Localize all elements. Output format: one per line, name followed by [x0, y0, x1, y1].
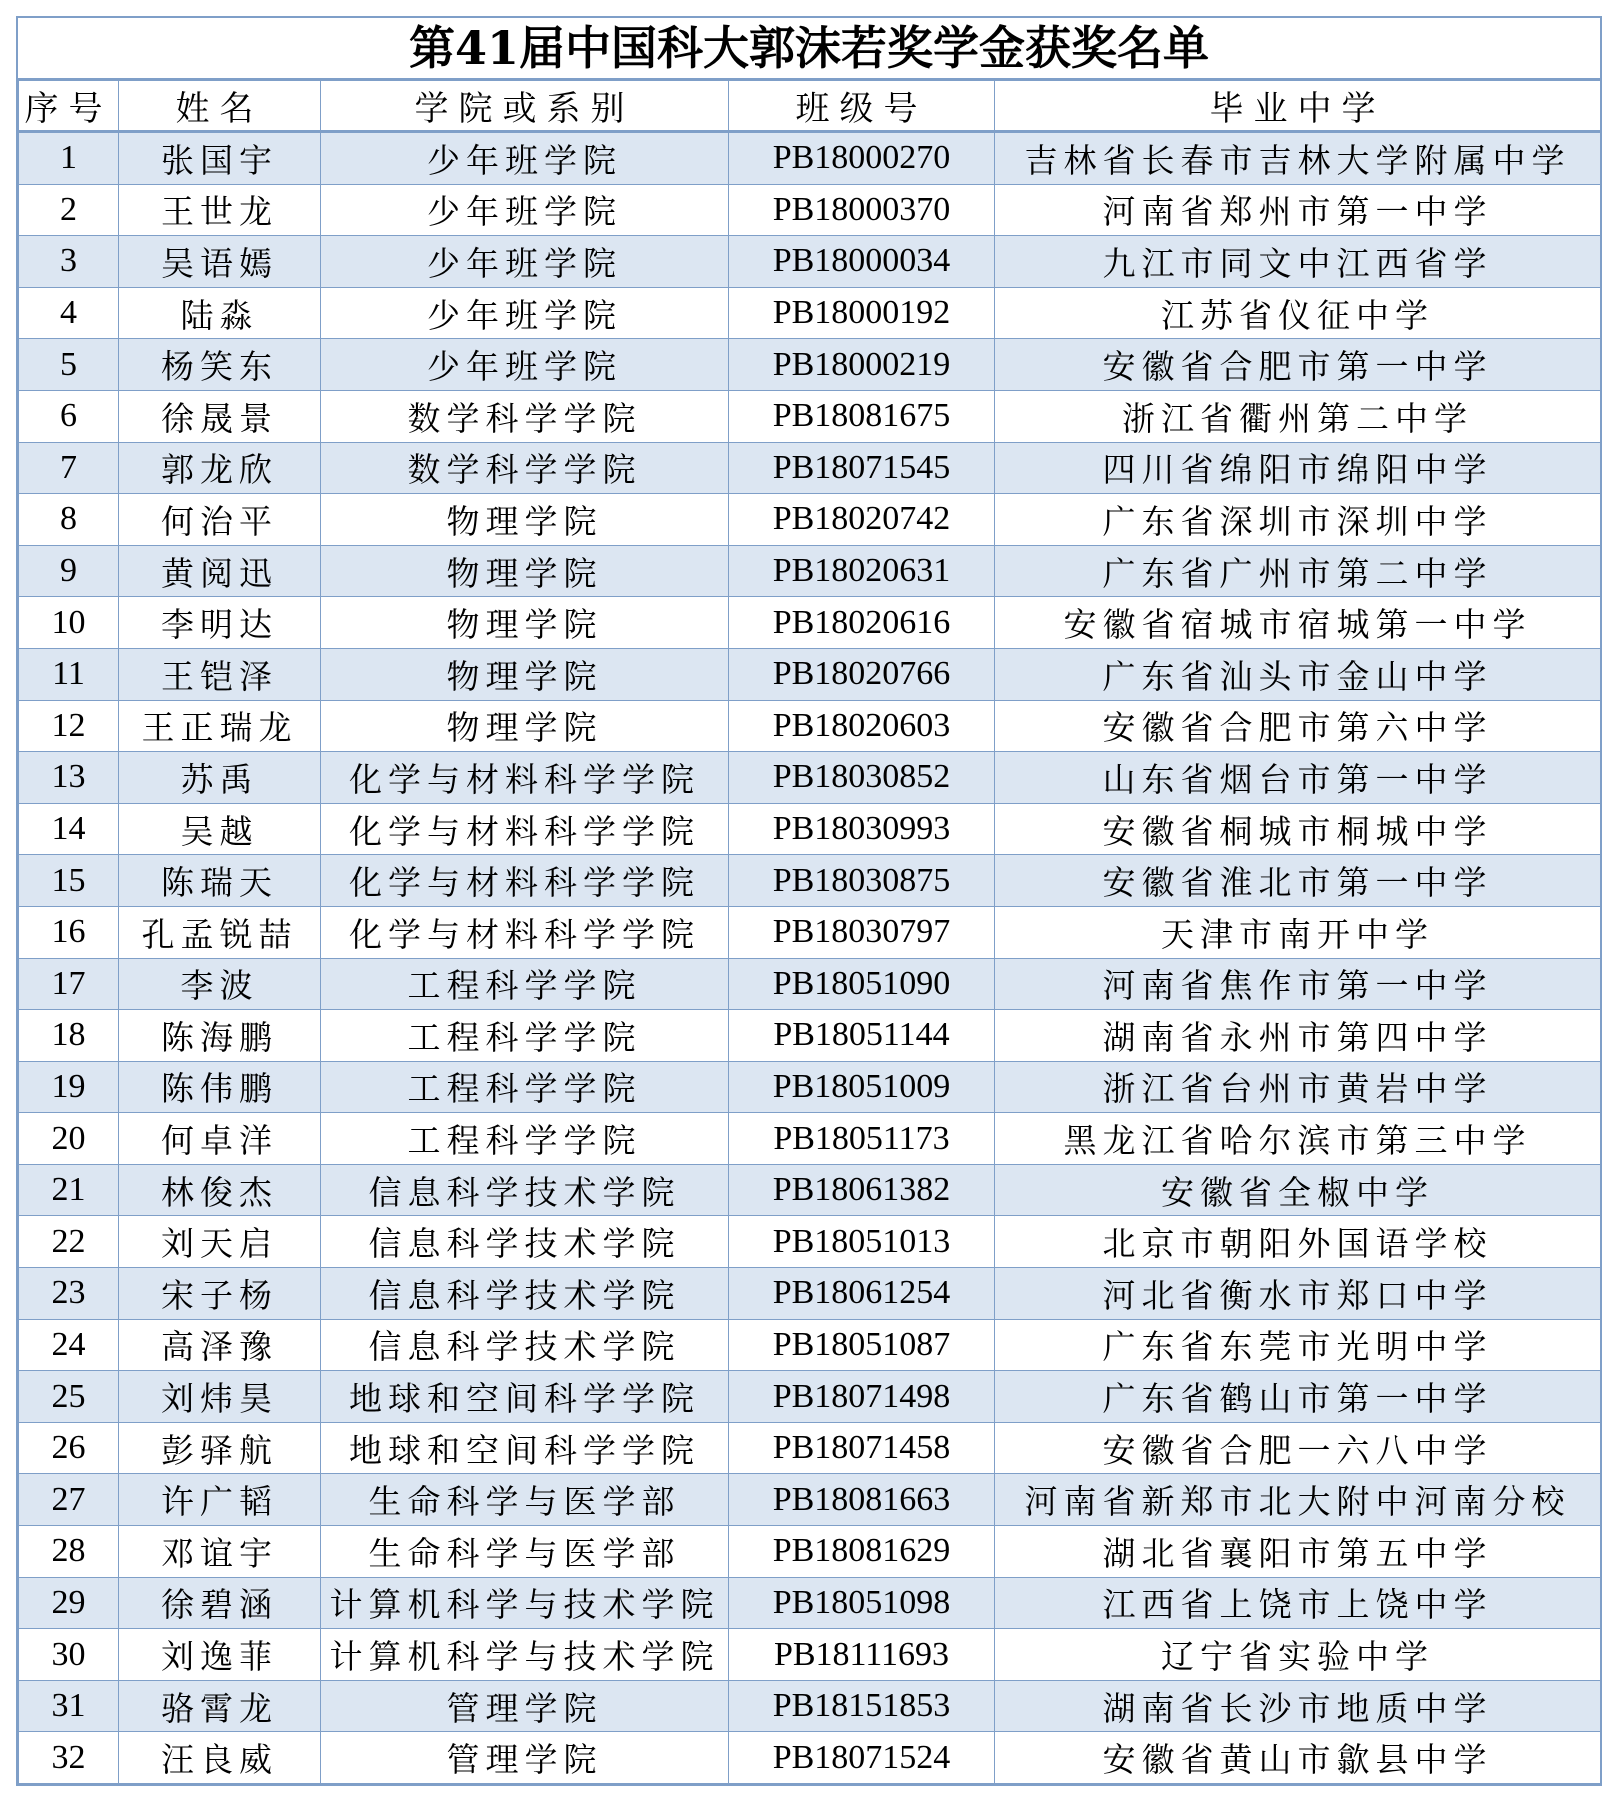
table-row	[19, 1680, 1601, 1732]
cell-index: 26	[19, 1422, 119, 1474]
table-row	[19, 1319, 1601, 1371]
table-row	[19, 1216, 1601, 1268]
cell-high-school: 山东省烟台市第一中学	[995, 752, 1601, 804]
cell-name: 高泽豫	[119, 1319, 321, 1371]
cell-college: 物理学院	[321, 648, 729, 700]
cell-class-id: PB18051144	[729, 1010, 995, 1062]
cell-name: 王世龙	[119, 184, 321, 236]
cell-index: 7	[19, 442, 119, 494]
cell-name: 邓谊宇	[119, 1526, 321, 1578]
cell-college: 管理学院	[321, 1732, 729, 1784]
cell-high-school: 安徽省合肥一六八中学	[995, 1422, 1601, 1474]
cell-class-id: PB18000270	[729, 132, 995, 185]
cell-class-id: PB18051173	[729, 1113, 995, 1165]
cell-college: 地球和空间科学学院	[321, 1371, 729, 1423]
table-row	[19, 1010, 1601, 1062]
table-row	[19, 1113, 1601, 1165]
cell-name: 何卓洋	[119, 1113, 321, 1165]
cell-college: 物理学院	[321, 545, 729, 597]
cell-high-school: 广东省广州市第二中学	[995, 545, 1601, 597]
table-row	[19, 442, 1601, 494]
cell-college: 生命科学与医学部	[321, 1526, 729, 1578]
cell-class-id: PB18020631	[729, 545, 995, 597]
table-row	[19, 855, 1601, 907]
cell-index: 19	[19, 1061, 119, 1113]
cell-index: 32	[19, 1732, 119, 1784]
table-row	[19, 339, 1601, 391]
header-name: 姓名	[119, 81, 321, 132]
cell-index: 6	[19, 390, 119, 442]
cell-high-school: 安徽省黄山市歙县中学	[995, 1732, 1601, 1784]
table-row	[19, 1474, 1601, 1526]
header-index: 序号	[19, 81, 119, 132]
table-row	[19, 132, 1601, 185]
cell-index: 22	[19, 1216, 119, 1268]
cell-index: 9	[19, 545, 119, 597]
table-row	[19, 390, 1601, 442]
cell-class-id: PB18051087	[729, 1319, 995, 1371]
cell-name: 骆霄龙	[119, 1680, 321, 1732]
cell-index: 29	[19, 1577, 119, 1629]
cell-name: 宋子杨	[119, 1268, 321, 1320]
cell-index: 1	[19, 132, 119, 185]
cell-high-school: 河北省衡水市郑口中学	[995, 1268, 1601, 1320]
table-row	[19, 1629, 1601, 1681]
table-row	[19, 700, 1601, 752]
cell-name: 苏禹	[119, 752, 321, 804]
cell-class-id: PB18071545	[729, 442, 995, 494]
cell-name: 杨笑东	[119, 339, 321, 391]
cell-class-id: PB18111693	[729, 1629, 995, 1681]
cell-index: 16	[19, 906, 119, 958]
cell-college: 少年班学院	[321, 339, 729, 391]
cell-name: 刘炜昊	[119, 1371, 321, 1423]
cell-index: 4	[19, 287, 119, 339]
cell-high-school: 湖南省长沙市地质中学	[995, 1680, 1601, 1732]
cell-college: 工程科学学院	[321, 1113, 729, 1165]
cell-college: 生命科学与医学部	[321, 1474, 729, 1526]
cell-high-school: 浙江省台州市黄岩中学	[995, 1061, 1601, 1113]
cell-class-id: PB18000219	[729, 339, 995, 391]
cell-class-id: PB18081675	[729, 390, 995, 442]
cell-college: 工程科学学院	[321, 1061, 729, 1113]
cell-name: 李波	[119, 958, 321, 1010]
cell-class-id: PB18071524	[729, 1732, 995, 1784]
table-row	[19, 906, 1601, 958]
cell-index: 21	[19, 1164, 119, 1216]
cell-name: 徐碧涵	[119, 1577, 321, 1629]
cell-high-school: 吉林省长春市吉林大学附属中学	[995, 132, 1601, 185]
cell-index: 28	[19, 1526, 119, 1578]
cell-college: 化学与材料科学学院	[321, 855, 729, 907]
header-class-id: 班级号	[729, 81, 995, 132]
cell-high-school: 广东省鹤山市第一中学	[995, 1371, 1601, 1423]
cell-name: 吴语嫣	[119, 236, 321, 288]
cell-name: 何治平	[119, 494, 321, 546]
table-row	[19, 494, 1601, 546]
cell-high-school: 北京市朝阳外国语学校	[995, 1216, 1601, 1268]
cell-class-id: PB18061382	[729, 1164, 995, 1216]
cell-high-school: 河南省郑州市第一中学	[995, 184, 1601, 236]
cell-high-school: 安徽省合肥市第一中学	[995, 339, 1601, 391]
cell-high-school: 四川省绵阳市绵阳中学	[995, 442, 1601, 494]
table-row	[19, 287, 1601, 339]
cell-class-id: PB18030875	[729, 855, 995, 907]
table-row	[19, 752, 1601, 804]
cell-college: 地球和空间科学学院	[321, 1422, 729, 1474]
cell-college: 信息科学技术学院	[321, 1319, 729, 1371]
table-row	[19, 1268, 1601, 1320]
cell-name: 林俊杰	[119, 1164, 321, 1216]
cell-class-id: PB18081629	[729, 1526, 995, 1578]
cell-index: 20	[19, 1113, 119, 1165]
cell-name: 王铠泽	[119, 648, 321, 700]
cell-college: 少年班学院	[321, 287, 729, 339]
table-body	[19, 132, 1601, 1784]
cell-index: 24	[19, 1319, 119, 1371]
cell-high-school: 湖南省永州市第四中学	[995, 1010, 1601, 1062]
cell-high-school: 天津市南开中学	[995, 906, 1601, 958]
cell-name: 张国宇	[119, 132, 321, 185]
cell-college: 信息科学技术学院	[321, 1164, 729, 1216]
cell-class-id: PB18020742	[729, 494, 995, 546]
cell-name: 彭驿航	[119, 1422, 321, 1474]
cell-college: 工程科学学院	[321, 1010, 729, 1062]
cell-college: 计算机科学与技术学院	[321, 1577, 729, 1629]
cell-high-school: 广东省东莞市光明中学	[995, 1319, 1601, 1371]
cell-high-school: 广东省深圳市深圳中学	[995, 494, 1601, 546]
cell-class-id: PB18051009	[729, 1061, 995, 1113]
cell-class-id: PB18030852	[729, 752, 995, 804]
cell-high-school: 河南省新郑市北大附中河南分校	[995, 1474, 1601, 1526]
cell-college: 信息科学技术学院	[321, 1268, 729, 1320]
cell-high-school: 安徽省全椒中学	[995, 1164, 1601, 1216]
cell-name: 徐晟景	[119, 390, 321, 442]
cell-high-school: 广东省汕头市金山中学	[995, 648, 1601, 700]
cell-college: 物理学院	[321, 700, 729, 752]
table-row	[19, 1061, 1601, 1113]
cell-index: 25	[19, 1371, 119, 1423]
cell-index: 13	[19, 752, 119, 804]
cell-college: 化学与材料科学学院	[321, 803, 729, 855]
cell-high-school: 安徽省合肥市第六中学	[995, 700, 1601, 752]
cell-high-school: 湖北省襄阳市第五中学	[995, 1526, 1601, 1578]
cell-name: 刘逸菲	[119, 1629, 321, 1681]
table-row	[19, 958, 1601, 1010]
cell-name: 孔孟锐喆	[119, 906, 321, 958]
header-high-school: 毕业中学	[995, 81, 1601, 132]
cell-class-id: PB18151853	[729, 1680, 995, 1732]
cell-class-id: PB18051090	[729, 958, 995, 1010]
cell-college: 信息科学技术学院	[321, 1216, 729, 1268]
cell-college: 少年班学院	[321, 184, 729, 236]
table-row	[19, 1526, 1601, 1578]
cell-class-id: PB18051098	[729, 1577, 995, 1629]
cell-name: 刘天启	[119, 1216, 321, 1268]
award-table	[18, 80, 1601, 1784]
cell-index: 23	[19, 1268, 119, 1320]
table-row	[19, 597, 1601, 649]
cell-index: 30	[19, 1629, 119, 1681]
table-row	[19, 648, 1601, 700]
cell-class-id: PB18081663	[729, 1474, 995, 1526]
table-row	[19, 236, 1601, 288]
table-row	[19, 545, 1601, 597]
cell-index: 14	[19, 803, 119, 855]
cell-index: 27	[19, 1474, 119, 1526]
cell-high-school: 安徽省宿城市宿城第一中学	[995, 597, 1601, 649]
cell-class-id: PB18030797	[729, 906, 995, 958]
cell-name: 李明达	[119, 597, 321, 649]
cell-index: 31	[19, 1680, 119, 1732]
cell-college: 少年班学院	[321, 236, 729, 288]
cell-index: 10	[19, 597, 119, 649]
cell-college: 管理学院	[321, 1680, 729, 1732]
cell-class-id: PB18051013	[729, 1216, 995, 1268]
cell-college: 工程科学学院	[321, 958, 729, 1010]
cell-name: 郭龙欣	[119, 442, 321, 494]
cell-index: 18	[19, 1010, 119, 1062]
cell-class-id: PB18020603	[729, 700, 995, 752]
table-row	[19, 1732, 1601, 1784]
cell-college: 数学科学学院	[321, 390, 729, 442]
cell-college: 少年班学院	[321, 132, 729, 185]
cell-index: 17	[19, 958, 119, 1010]
cell-index: 11	[19, 648, 119, 700]
cell-class-id: PB18000034	[729, 236, 995, 288]
cell-class-id: PB18030993	[729, 803, 995, 855]
table-row	[19, 1422, 1601, 1474]
cell-name: 汪良威	[119, 1732, 321, 1784]
cell-name: 陈海鹏	[119, 1010, 321, 1062]
cell-name: 吴越	[119, 803, 321, 855]
cell-class-id: PB18000192	[729, 287, 995, 339]
cell-name: 陈瑞天	[119, 855, 321, 907]
cell-index: 15	[19, 855, 119, 907]
cell-class-id: PB18061254	[729, 1268, 995, 1320]
cell-college: 物理学院	[321, 494, 729, 546]
cell-index: 3	[19, 236, 119, 288]
award-list-sheet	[16, 16, 1602, 1786]
header-college: 学院或系别	[321, 81, 729, 132]
cell-high-school: 安徽省淮北市第一中学	[995, 855, 1601, 907]
cell-college: 数学科学学院	[321, 442, 729, 494]
cell-index: 5	[19, 339, 119, 391]
cell-class-id: PB18071498	[729, 1371, 995, 1423]
header-row	[19, 81, 1601, 132]
table-row	[19, 184, 1601, 236]
cell-high-school: 江西省上饶市上饶中学	[995, 1577, 1601, 1629]
cell-college: 化学与材料科学学院	[321, 752, 729, 804]
cell-name: 陈伟鹏	[119, 1061, 321, 1113]
table-row	[19, 1577, 1601, 1629]
cell-index: 2	[19, 184, 119, 236]
cell-name: 王正瑞龙	[119, 700, 321, 752]
cell-high-school: 安徽省桐城市桐城中学	[995, 803, 1601, 855]
table-row	[19, 1371, 1601, 1423]
table-row	[19, 803, 1601, 855]
cell-college: 计算机科学与技术学院	[321, 1629, 729, 1681]
table-row	[19, 1164, 1601, 1216]
cell-high-school: 黑龙江省哈尔滨市第三中学	[995, 1113, 1601, 1165]
cell-class-id: PB18020766	[729, 648, 995, 700]
cell-index: 12	[19, 700, 119, 752]
cell-high-school: 河南省焦作市第一中学	[995, 958, 1601, 1010]
cell-name: 黄阅迅	[119, 545, 321, 597]
cell-name: 陆淼	[119, 287, 321, 339]
cell-college: 物理学院	[321, 597, 729, 649]
cell-high-school: 辽宁省实验中学	[995, 1629, 1601, 1681]
cell-high-school: 江苏省仪征中学	[995, 287, 1601, 339]
sheet-title: 第41届中国科大郭沫若奖学金获奖名单	[18, 18, 1600, 80]
cell-college: 化学与材料科学学院	[321, 906, 729, 958]
cell-index: 8	[19, 494, 119, 546]
cell-name: 许广韬	[119, 1474, 321, 1526]
cell-high-school: 浙江省衢州第二中学	[995, 390, 1601, 442]
cell-class-id: PB18000370	[729, 184, 995, 236]
cell-class-id: PB18071458	[729, 1422, 995, 1474]
cell-high-school: 九江市同文中江西省学	[995, 236, 1601, 288]
cell-class-id: PB18020616	[729, 597, 995, 649]
